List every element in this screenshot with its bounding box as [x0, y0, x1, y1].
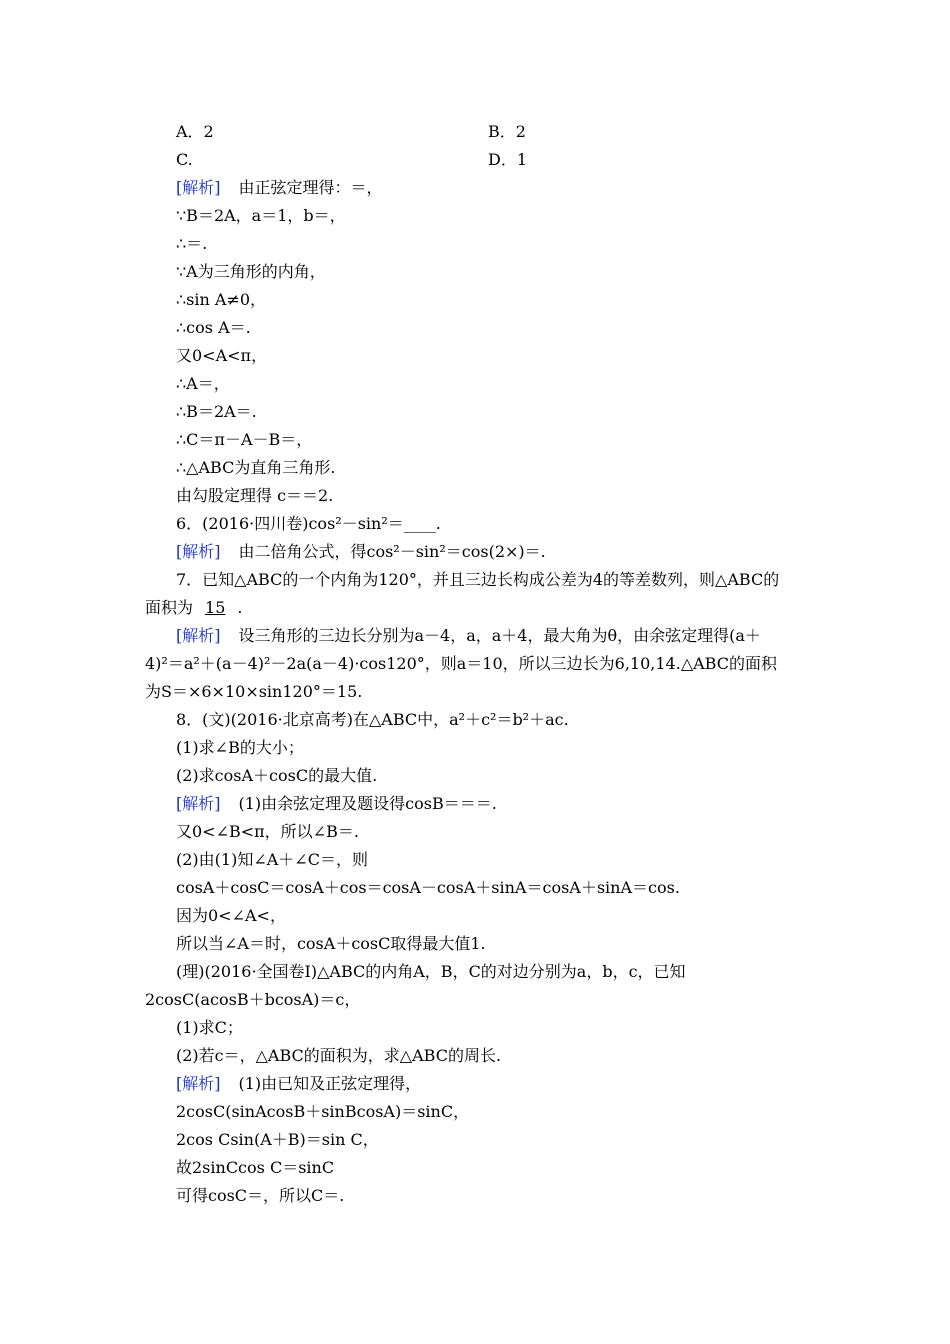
analysis-text: 由正弦定理得：＝，: [238, 178, 383, 197]
q5-analysis-line-7: 又0<A<π，: [176, 346, 268, 365]
q8-stem: 8．(文)(2016·北京高考)在△ABC中，a²＋c²＝b²＋ac.: [176, 710, 569, 729]
q5-analysis-line-3: ∴＝.: [176, 234, 208, 253]
answer-blank: 15: [205, 598, 226, 617]
q5-analysis-line-2: ∵B＝2A，a＝1，b＝，: [176, 206, 346, 225]
q8-analysis-line-4: cosA＋cosC＝cosA＋cos＝cosA－cosA＋sinA＝cosA＋sinA＝cos.: [176, 878, 680, 897]
stem-suffix: .: [237, 598, 243, 617]
analysis-text: 设三角形的三边长分别为a－4，a，a＋4，最大角为θ，由余弦定理得(a＋: [238, 626, 761, 645]
stem-prefix: 面积为: [145, 598, 194, 617]
q5-analysis-line-1: [176, 178, 816, 198]
q7-stem-line-2: [145, 598, 785, 618]
q5-analysis-line-11: ∴△ABC为直角三角形.: [176, 458, 336, 477]
q8-analysis-line-1: [176, 794, 816, 814]
analysis-tag: [解析]: [176, 542, 221, 561]
q6-stem: 6．(2016·四川卷)cos²－sin²＝____.: [176, 514, 441, 533]
q5-analysis-line-5: ∴sin A≠0，: [176, 290, 267, 309]
q8-li-analysis-line-3: 2cos Csin(A＋B)＝sin C，: [176, 1130, 379, 1149]
q8-li-stem-line-2: 2cosC(acosB＋bcosA)＝c，: [145, 990, 361, 1009]
option-b: B．2: [488, 122, 526, 141]
q8-analysis-line-6: 所以当∠A＝时，cosA＋cosC取得最大值1.: [176, 934, 486, 953]
q8-li-analysis-line-4: 故2sinCcos C＝sinC: [176, 1158, 335, 1177]
q5-analysis-line-10: ∴C＝π－A－B＝，: [176, 430, 313, 449]
q7-stem-line-1: 7．已知△ABC的一个内角为120°，并且三边长构成公差为4的等差数列，则△ABC的: [176, 570, 780, 589]
analysis-tag: [解析]: [176, 626, 221, 645]
analysis-tag: [解析]: [176, 178, 221, 197]
q8-analysis-line-2: 又0<∠B<π，所以∠B＝.: [176, 822, 359, 841]
q6-analysis: [176, 542, 816, 562]
q8-part-1: (1)求∠B的大小；: [176, 738, 304, 757]
analysis-tag: [解析]: [176, 794, 221, 813]
q5-analysis-line-9: ∴B＝2A＝.: [176, 402, 257, 421]
q5-analysis-line-4: ∵A为三角形的内角，: [176, 262, 326, 281]
q5-analysis-line-6: ∴cos A＝.: [176, 318, 251, 337]
analysis-text: (1)由已知及正弦定理得，: [238, 1074, 422, 1093]
q7-analysis-line-1: [176, 626, 816, 646]
q5-analysis-line-8: ∴A＝，: [176, 374, 230, 393]
q8-li-analysis-line-1: [176, 1074, 816, 1094]
q8-li-stem-line-1: (理)(2016·全国卷Ⅰ)△ABC的内角A，B，C的对边分别为a，b，c，已知: [176, 962, 686, 981]
q8-part-2: (2)求cosA＋cosC的最大值.: [176, 766, 378, 785]
option-d: D．1: [488, 150, 528, 169]
analysis-text: (1)由余弦定理及题设得cosB＝＝＝.: [238, 794, 497, 813]
analysis-text: 由二倍角公式，得cos²－sin²＝cos(2×)＝.: [238, 542, 546, 561]
q5-analysis-line-12: 由勾股定理得 c＝＝2.: [176, 486, 334, 505]
analysis-tag: [解析]: [176, 1074, 221, 1093]
q8-li-part-1: (1)求C；: [176, 1018, 243, 1037]
q7-analysis-line-2: 4)²＝a²＋(a－4)²－2a(a－4)·cos120°，则a＝10，所以三边长为6,10,14.△ABC的面积: [145, 654, 777, 673]
q8-analysis-line-3: (2)由(1)知∠A＋∠C＝，则: [176, 850, 368, 869]
q8-li-part-2: (2)若c＝，△ABC的面积为，求△ABC的周长.: [176, 1046, 502, 1065]
q7-analysis-line-3: 为S＝×6×10×sin120°＝15.: [145, 682, 363, 701]
q8-li-analysis-line-2: 2cosC(sinAcosB＋sinBcosA)＝sinC，: [176, 1102, 470, 1121]
option-a: A．2: [176, 122, 214, 141]
q8-analysis-line-5: 因为0<∠A<，: [176, 906, 286, 925]
q8-li-analysis-line-5: 可得cosC＝，所以C＝.: [176, 1186, 345, 1205]
option-c: C.: [176, 150, 193, 169]
